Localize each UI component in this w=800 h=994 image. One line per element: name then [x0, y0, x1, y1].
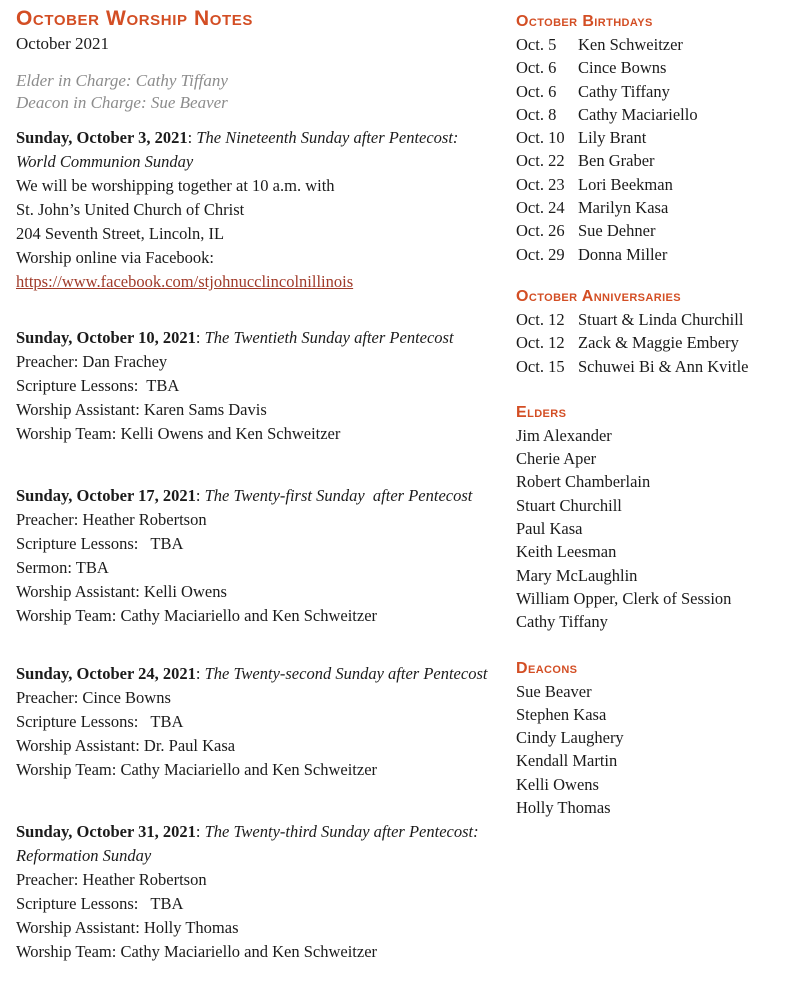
birthday-date: Oct. 5 — [516, 35, 557, 54]
deacons-heading: Deacons — [516, 659, 578, 677]
deacon-name: Stephen Kasa — [516, 704, 607, 724]
section-title: The Nineteenth Sunday after Pentecost: World Communion Sunday — [16, 128, 463, 171]
birthdays-section — [516, 13, 792, 266]
birthday-row — [516, 173, 792, 196]
detail-line: Worship Assistant: Holly Thomas — [16, 918, 239, 937]
detail-line: Sermon: TBA — [16, 558, 109, 577]
birthday-name: Sue Dehner — [578, 221, 656, 241]
birthday-row — [516, 103, 792, 126]
detail-line: Scripture Lessons: TBA — [16, 376, 180, 395]
detail-line: Scripture Lessons: TBA — [16, 712, 184, 731]
section-title: The Twentieth Sunday after Pentecost — [204, 328, 454, 347]
section-heading-line — [16, 326, 498, 350]
detail-line: We will be worshipping together at 10 a.m. with — [16, 176, 335, 195]
detail-line: Worship Team: Cathy Maciariello and Ken Schweitzer — [16, 606, 378, 625]
detail-line: St. John’s United Church of Christ — [16, 200, 245, 219]
birthday-row — [516, 126, 792, 149]
detail-line: Scripture Lessons: TBA — [16, 894, 184, 913]
anniversary-row — [516, 308, 792, 331]
elder-name: Stuart Churchill — [516, 495, 622, 515]
detail-line: Worship Team: Cathy Maciariello and Ken Schweitzer — [16, 760, 378, 779]
birthday-date: Oct. 29 — [516, 244, 565, 264]
birthday-name: Lori Beekman — [578, 174, 673, 194]
birthday-date: Oct. 22 — [516, 151, 565, 171]
birthday-date: Oct. 24 — [516, 198, 565, 218]
detail-line: Scripture Lessons: TBA — [16, 534, 184, 553]
deacon-name: Kendall Martin — [516, 751, 618, 771]
birthdays-list — [516, 33, 792, 266]
birthday-date: Oct. 8 — [516, 104, 557, 124]
birthday-row — [516, 33, 792, 56]
section-heading-line — [16, 126, 498, 174]
deacons-list — [516, 680, 792, 820]
elders-section — [516, 404, 792, 634]
anniversary-date: Oct. 15 — [516, 356, 565, 376]
section-date: Sunday, October 17, 2021 — [16, 486, 196, 505]
birthday-name: Donna Miller — [578, 244, 668, 264]
birthday-name: Cathy Tiffany — [578, 81, 670, 101]
elder-name: Robert Chamberlain — [516, 472, 651, 492]
elders-list — [516, 424, 792, 634]
worship-section-oct-17 — [16, 484, 498, 628]
section-separator: : — [195, 328, 205, 347]
birthday-row — [516, 219, 792, 242]
birthday-row — [516, 56, 792, 79]
section-heading-line — [16, 484, 498, 508]
deacon-name: Kelli Owens — [516, 774, 599, 794]
anniversary-date: Oct. 12 — [516, 309, 565, 329]
section-separator: : — [187, 128, 197, 147]
roster-column — [516, 13, 792, 819]
worship-section-oct-3 — [16, 126, 498, 294]
section-date: Sunday, October 31, 2021 — [16, 822, 196, 841]
worship-section-oct-31 — [16, 820, 498, 964]
section-title: The Twenty-second Sunday after Pentecost — [204, 664, 488, 683]
elder-name: Cherie Aper — [516, 449, 597, 469]
detail-line: Preacher: Heather Robertson — [16, 870, 207, 889]
elder-name: Cathy Tiffany — [516, 612, 608, 632]
detail-line: Worship Team: Kelli Owens and Ken Schweitzer — [16, 424, 341, 443]
birthday-name: Cathy Maciariello — [578, 104, 698, 124]
section-separator: : — [195, 822, 205, 841]
elder-name: Jim Alexander — [516, 425, 612, 445]
elder-in-charge-line: Elder in Charge: Cathy Tiffany — [16, 71, 228, 90]
section-heading-line — [16, 662, 498, 686]
facebook-link[interactable]: https://www.facebook.com/stjohnucclincolnillinois — [16, 272, 354, 291]
birthday-name: Lily Brant — [578, 128, 647, 148]
anniversary-row — [516, 331, 792, 354]
section-title: The Twenty-first Sunday after Pentecost — [204, 486, 473, 505]
elder-name: Keith Leesman — [516, 542, 617, 562]
deacon-in-charge-line: Deacon in Charge: Sue Beaver — [16, 93, 228, 112]
section-title: The Twenty-third Sunday after Pentecost: Reformation Sunday — [16, 822, 483, 865]
detail-line: Worship Team: Cathy Maciariello and Ken Schweitzer — [16, 942, 378, 961]
section-separator: : — [195, 486, 205, 505]
detail-line: Preacher: Dan Frachey — [16, 352, 168, 371]
detail-line: Worship Assistant: Kelli Owens — [16, 582, 227, 601]
birthday-row — [516, 243, 792, 266]
anniversary-date: Oct. 12 — [516, 333, 565, 353]
birthday-name: Ben Graber — [578, 151, 655, 171]
detail-line: Worship Assistant: Karen Sams Davis — [16, 400, 267, 419]
birthday-name: Ken Schweitzer — [578, 35, 683, 54]
in-charge-block — [16, 70, 498, 114]
birthday-date: Oct. 26 — [516, 221, 565, 241]
elder-name: Paul Kasa — [516, 519, 583, 539]
section-heading-line — [16, 820, 498, 868]
section-date: Sunday, October 10, 2021 — [16, 328, 196, 347]
deacon-name: Holly Thomas — [516, 798, 611, 818]
detail-line: 204 Seventh Street, Lincoln, IL — [16, 224, 225, 243]
elder-name: William Opper, Clerk of Session — [516, 588, 732, 608]
deacon-name: Cindy Laughery — [516, 728, 624, 748]
elders-heading: Elders — [516, 403, 567, 421]
birthday-date: Oct. 23 — [516, 174, 565, 194]
birthday-row — [516, 149, 792, 172]
anniversary-name: Schuwei Bi & Ann Kvitle — [578, 356, 749, 376]
birthday-row — [516, 196, 792, 219]
detail-line: Worship Assistant: Dr. Paul Kasa — [16, 736, 236, 755]
birthday-name: Cince Bowns — [578, 58, 667, 78]
section-date: Sunday, October 24, 2021 — [16, 664, 196, 683]
anniversaries-heading: October Anniversaries — [516, 287, 682, 305]
birthday-row — [516, 80, 792, 103]
detail-line: Preacher: Cince Bowns — [16, 688, 171, 707]
page-subtitle: October 2021 — [16, 34, 110, 53]
detail-line: Preacher: Heather Robertson — [16, 510, 207, 529]
worship-section-oct-24 — [16, 662, 498, 782]
worship-notes-column — [16, 6, 498, 964]
anniversaries-section — [516, 288, 792, 378]
anniversary-name: Zack & Maggie Embery — [578, 333, 739, 353]
worship-section-oct-10 — [16, 326, 498, 446]
section-separator: : — [195, 664, 205, 683]
page-title: October Worship Notes — [16, 7, 254, 30]
anniversaries-list — [516, 308, 792, 378]
anniversary-row — [516, 355, 792, 378]
birthday-name: Marilyn Kasa — [578, 198, 669, 218]
birthday-date: Oct. 10 — [516, 128, 565, 148]
birthday-date: Oct. 6 — [516, 58, 557, 78]
facebook-line — [16, 246, 498, 294]
facebook-line-prefix: Worship online via Facebook: — [16, 248, 219, 267]
deacons-section — [516, 660, 792, 820]
birthday-date: Oct. 6 — [516, 81, 557, 101]
deacon-name: Sue Beaver — [516, 681, 592, 701]
anniversary-name: Stuart & Linda Churchill — [578, 309, 744, 329]
elder-name: Mary McLaughlin — [516, 565, 638, 585]
section-date: Sunday, October 3, 2021 — [16, 128, 188, 147]
birthdays-heading: October Birthdays — [516, 13, 653, 30]
